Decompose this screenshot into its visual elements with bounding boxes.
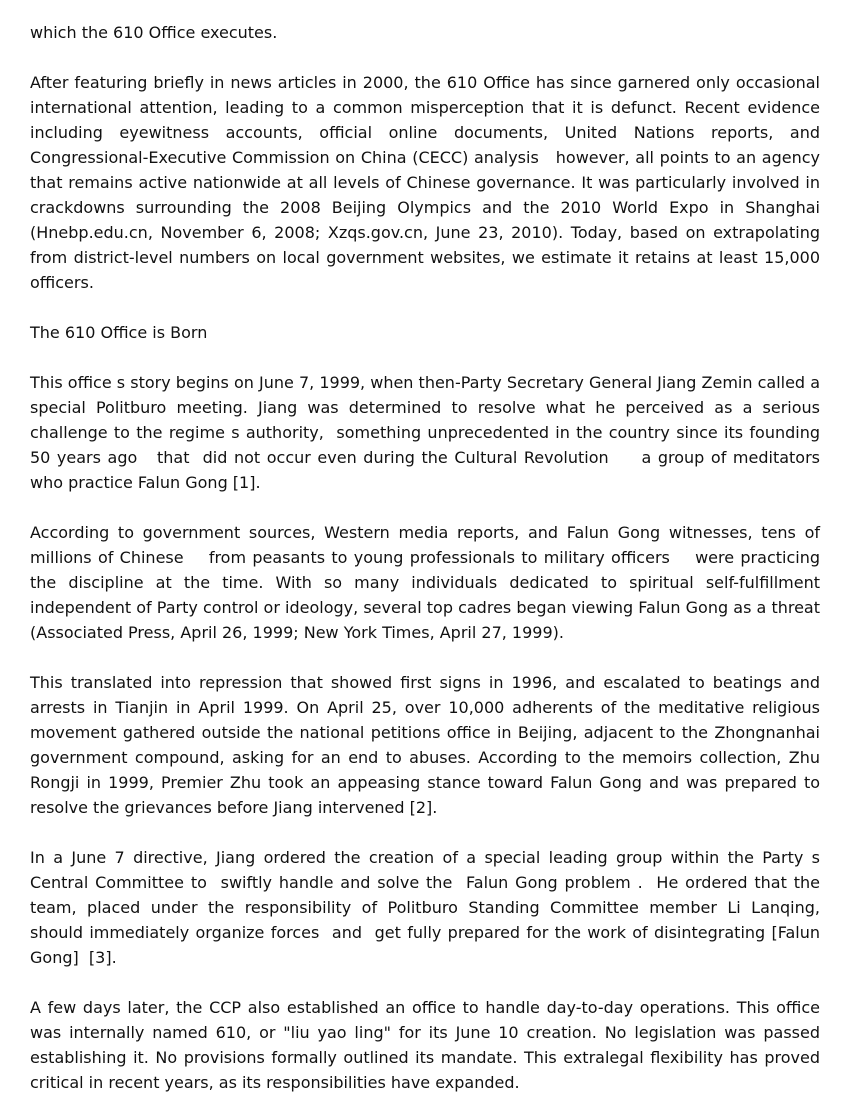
paragraph-office-creation: A few days later, the CCP also established an office to handle day-to-day operations. This office was internally named 610, or "liu yao ling" for its June 10 creation. No legislation was passed establishing it. No provisions formally outlined its mandate. This extralegal flexibility has proved critical in recent years, as its responsibilities have expanded. [30,998,826,1092]
paragraph-practitioners: According to government sources, Western media reports, and Falun Gong witnesses, tens of millions of Chinese from peasants to young professionals to military officers were practicing the discipline at the time. With so many individuals dedicated to spiritual self-fulfillment independent of Party control or ideology, several top cadres began viewing Falun Gong as a threat (Associated Press, April 26, 1999; New York Times, April 27, 1999). [30,523,826,642]
paragraph-continuation: which the 610 Office executes. [30,23,278,42]
section-heading: The 610 Office is Born [30,323,208,342]
paragraph-repression: This translated into repression that showed first signs in 1996, and escalated to beatings and arrests in Tianjin in April 1999. On April 25, over 10,000 adherents of the meditative religious movement gathered outside the national petitions office in Beijing, adjacent to the Zhongnanhai government compound, asking for an end to abuses. According to the memoirs collection, Zhu Rongji in 1999, Premier Zhu took an appeasing stance toward Falun Gong and was prepared to resolve the grievances before Jiang intervened [2]. [30,673,826,817]
paragraph-overview: After featuring briefly in news articles in 2000, the 610 Office has since garnered only occasional international attention, leading to a common misperception that it is defunct. Recent evidence including eyewitness accounts, official online documents, United Nations reports, and Congressional-Executive Commission on China (CECC) analysis however, all points to an agency that remains active nationwide at all levels of Chinese governance. It was particularly involved in crackdowns surrounding the 2008 Beijing Olympics and the 2010 World Expo in Shanghai (Hnebp.edu.cn, November 6, 2008; Xzqs.gov.cn, June 23, 2010). Today, based on extrapolating from district-level numbers on local government websites, we estimate it retains at least 15,000 officers. [30,73,836,292]
paragraph-directive: In a June 7 directive, Jiang ordered the creation of a special leading group within the Party s Central Committee to swiftly handle and solve the Falun Gong problem . He ordered that the team, placed under the responsibility of Politburo Standing Committee member Li Lanqing, should immediately organize forces and get fully prepared for the work of disintegrating [Falun Gong] [3]. [30,848,831,967]
document-page [30,20,836,1120]
paragraph-origin: This office s story begins on June 7, 1999, when then-Party Secretary General Jiang Zemin called a special Politburo meeting. Jiang was determined to resolve what he perceived as a serious challenge to the regime s authority, something unprecedented in the country since its founding 50 years ago that did not occur even during the Cultural Revolution a group of meditators who practice Falun Gong [1]. [30,373,826,492]
